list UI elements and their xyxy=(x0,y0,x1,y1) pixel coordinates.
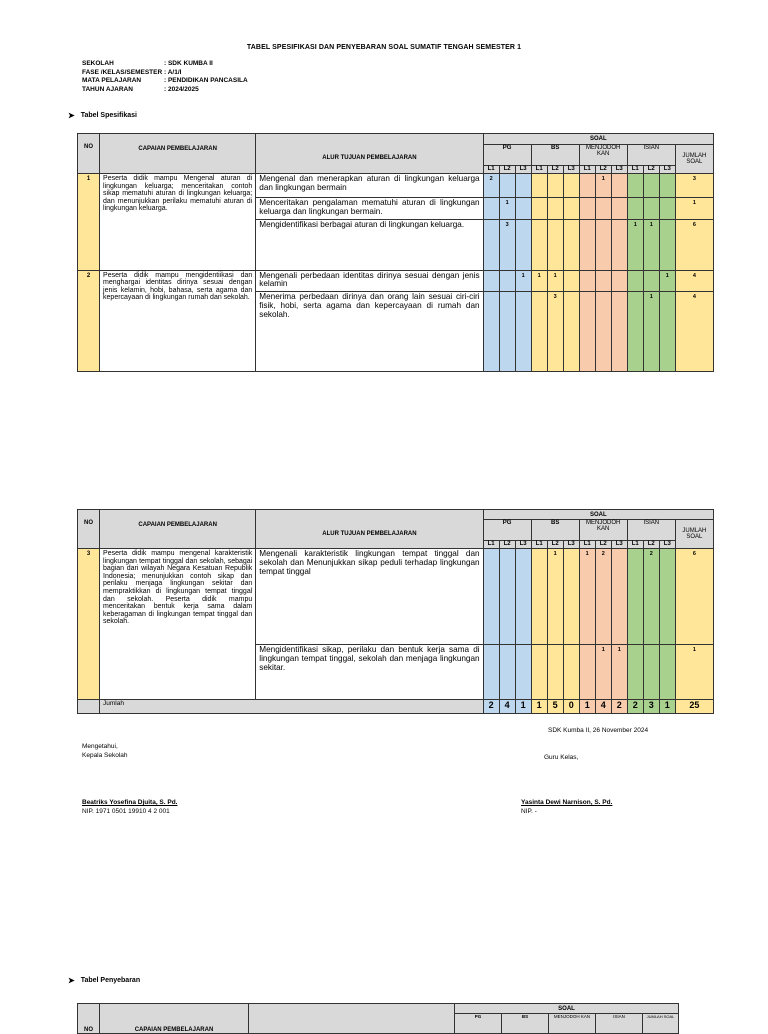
arrow-right-icon: ➤ xyxy=(68,976,75,985)
header-cp: CAPAIAN PEMBELAJARAN xyxy=(100,134,256,174)
count-cell xyxy=(515,198,531,220)
header-menjodohkan: MENJODOH KAN xyxy=(579,144,627,165)
header-isian: ISIAN xyxy=(627,520,675,541)
level-header-l1: L1 xyxy=(627,165,643,173)
place-date: SDK Kumba II, 26 November 2024 xyxy=(548,727,649,734)
header-soal: SOAL xyxy=(483,510,713,520)
table-row xyxy=(78,548,714,644)
meta-key: TAHUN AJARAN xyxy=(82,85,133,93)
count-cell: 1 xyxy=(515,270,531,292)
count-cell xyxy=(611,548,627,644)
count-cell xyxy=(515,548,531,644)
signature-left-name-block xyxy=(82,798,178,816)
header-cp: CAPAIAN PEMBELAJARAN xyxy=(100,510,256,549)
count-cell xyxy=(483,220,499,270)
count-cell xyxy=(499,173,515,197)
count-cell xyxy=(547,645,563,699)
count-cell xyxy=(531,548,547,644)
count-cell xyxy=(499,292,515,372)
jumlah-cell: 6 xyxy=(675,220,713,270)
count-cell xyxy=(515,645,531,699)
count-cell xyxy=(483,645,499,699)
header-soal: SOAL xyxy=(483,134,713,145)
header-soal: SOAL xyxy=(455,1004,679,1014)
count-cell xyxy=(515,173,531,197)
capaian-text: Peserta didik mampu Mengenal aturan di lingkungan keluarga; menceritakan contoh sikap mematuhi aturan di lingkungan keluarga; dan menunjukkan perilaku mematuhi aturan di lingkungan keluarga. xyxy=(100,173,256,270)
sign-left-line1: Mengetahui, xyxy=(82,743,118,750)
header-pg: PG xyxy=(483,520,531,541)
count-cell xyxy=(531,173,547,197)
count-cell xyxy=(659,198,675,220)
level-header-l3: L3 xyxy=(611,165,627,173)
header-cp: CAPAIAN PEMBELAJARAN xyxy=(100,1004,249,1034)
atp-text: Mengenali perbedaan identitas dirinya sesuai dengan jenis kelamin xyxy=(256,270,483,292)
total-label: Jumlah xyxy=(100,699,484,713)
total-no-cell xyxy=(78,699,100,713)
count-cell: 1 xyxy=(643,220,659,270)
count-cell xyxy=(547,173,563,197)
header-isian: ISIAN xyxy=(596,1014,643,1034)
meta-key: MATA PELAJARAN xyxy=(82,77,142,84)
header-no: NO xyxy=(78,510,100,549)
count-cell: 1 xyxy=(579,548,595,644)
count-cell xyxy=(531,198,547,220)
count-cell xyxy=(563,292,579,372)
count-cell xyxy=(579,292,595,372)
count-cell xyxy=(611,198,627,220)
total-cell: 1 xyxy=(659,699,675,713)
level-header-l3: L3 xyxy=(563,165,579,173)
count-cell xyxy=(643,173,659,197)
jumlah-cell: 1 xyxy=(675,198,713,220)
section-label: Tabel Spesifikasi xyxy=(80,112,137,119)
count-cell xyxy=(579,198,595,220)
signature-right-name-block xyxy=(521,798,612,816)
sign-right-line1: Guru Kelas, xyxy=(544,754,579,761)
level-header-l1: L1 xyxy=(483,165,499,173)
header-isian: ISIAN xyxy=(627,144,675,165)
capaian-text: Peserta didik mampu mengenal karakteristik lingkungan tempat tinggal dan sekolah, sebagai bagian dari wilayah Negara Kesatuan Republik Indonesia; menunjukkan contoh sikap dan perilaku menjaga lingkungan sekitar dan mempraktikkan di lingkungan tempat tinggal dan sekolah. Peserta didik mampu menceritakan bentuk kerja sama dalam keberagaman di lingkungan tempat tinggal dan sekolah. xyxy=(100,548,256,699)
header-bs: BS xyxy=(531,144,579,165)
count-cell: 2 xyxy=(595,548,611,644)
meta-value: : SDK KUMBA II xyxy=(164,60,213,67)
header-atp-blank xyxy=(249,1004,455,1034)
count-cell: 2 xyxy=(643,548,659,644)
header-atp: ALUR TUJUAN PEMBELAJARAN xyxy=(256,134,483,174)
count-cell xyxy=(659,173,675,197)
header-jumlah: JUMLAH SOAL xyxy=(675,144,713,173)
count-cell xyxy=(659,292,675,372)
level-header-l1: L1 xyxy=(483,540,499,548)
row-number: 3 xyxy=(78,548,100,699)
meta-value: : PENDIDIKAN PANCASILA xyxy=(164,77,248,84)
meta-key: FASE /KELAS/SEMESTER xyxy=(82,68,163,76)
count-cell xyxy=(627,645,643,699)
sign-left-name: Beatriks Yosefina Djuita, S. Pd. xyxy=(82,799,178,806)
count-cell xyxy=(595,292,611,372)
atp-text: Mengenal dan menerapkan aturan di lingkungan keluarga dan lingkungan bermain xyxy=(256,173,483,197)
level-header-l2: L2 xyxy=(499,165,515,173)
section-heading-spesifikasi xyxy=(68,111,137,120)
header-pg: PG xyxy=(455,1014,502,1034)
total-sum: 25 xyxy=(675,699,713,713)
jumlah-cell: 3 xyxy=(675,173,713,197)
sign-right-name: Yasinta Dewi Narnison, S. Pd. xyxy=(521,799,613,806)
level-header-l3: L3 xyxy=(563,540,579,548)
level-header-l3: L3 xyxy=(515,165,531,173)
count-cell xyxy=(531,220,547,270)
atp-text: Menerima perbedaan dirinya dan orang lain sesuai ciri-ciri fisik, hobi, serta agama dan kepercayaan di rumah dan sekolah. xyxy=(256,292,483,372)
count-cell xyxy=(499,270,515,292)
level-header-l3: L3 xyxy=(611,540,627,548)
spesifikasi-table-2 xyxy=(77,509,714,714)
count-cell: 1 xyxy=(547,270,563,292)
header-pg: PG xyxy=(483,144,531,165)
total-cell: 1 xyxy=(579,699,595,713)
count-cell xyxy=(659,645,675,699)
document-title: TABEL SPESIFIKASI DAN PENYEBARAN SOAL SUMATIF TENGAH SEMESTER 1 xyxy=(246,44,522,51)
count-cell: 1 xyxy=(547,548,563,644)
sign-right-nip: NIP. - xyxy=(521,808,537,815)
count-cell xyxy=(563,270,579,292)
count-cell xyxy=(547,198,563,220)
count-cell xyxy=(611,220,627,270)
count-cell xyxy=(531,292,547,372)
count-cell: 1 xyxy=(627,220,643,270)
total-cell: 1 xyxy=(531,699,547,713)
count-cell xyxy=(627,292,643,372)
count-cell: 1 xyxy=(659,270,675,292)
count-cell xyxy=(611,173,627,197)
count-cell: 3 xyxy=(499,220,515,270)
jumlah-cell: 6 xyxy=(675,548,713,644)
header-no: NO xyxy=(78,1004,100,1034)
count-cell: 3 xyxy=(547,292,563,372)
total-cell: 0 xyxy=(563,699,579,713)
header-jumlah: JUMLAH SOAL xyxy=(643,1014,679,1034)
count-cell xyxy=(627,198,643,220)
arrow-right-icon: ➤ xyxy=(68,111,75,120)
level-header-l3: L3 xyxy=(659,165,675,173)
atp-text: Mengenali karakteristik lingkungan tempat tinggal dan sekolah dan Menunjukkan sikap peduli terhadap lingkungan tempat tinggal xyxy=(256,548,483,644)
count-cell xyxy=(611,270,627,292)
level-header-l2: L2 xyxy=(595,165,611,173)
count-cell xyxy=(579,645,595,699)
meta-value: : 2024/2025 xyxy=(164,85,199,93)
count-cell: 1 xyxy=(595,645,611,699)
level-header-l2: L2 xyxy=(547,165,563,173)
count-cell xyxy=(579,270,595,292)
count-cell xyxy=(515,220,531,270)
total-cell: 4 xyxy=(595,699,611,713)
meta-key: SEKOLAH xyxy=(82,60,114,67)
table-row xyxy=(78,270,714,292)
sign-left-nip: NIP. 1971 0501 19910 4 2 001 xyxy=(82,808,170,815)
count-cell xyxy=(563,198,579,220)
count-cell: 1 xyxy=(611,645,627,699)
count-cell xyxy=(595,270,611,292)
count-cell: 1 xyxy=(643,292,659,372)
section-label: Tabel Penyebaran xyxy=(80,977,141,984)
jumlah-cell: 4 xyxy=(675,270,713,292)
count-cell xyxy=(579,173,595,197)
total-cell: 2 xyxy=(611,699,627,713)
count-cell: 2 xyxy=(483,173,499,197)
spesifikasi-table-1 xyxy=(77,133,714,372)
level-header-l2: L2 xyxy=(643,540,659,548)
count-cell xyxy=(563,645,579,699)
count-cell: 1 xyxy=(595,173,611,197)
row-number: 1 xyxy=(78,173,100,270)
header-jumlah: JUMLAH SOAL xyxy=(675,520,713,549)
count-cell xyxy=(659,220,675,270)
atp-text: Mengidentifikasi berbagai aturan di lingkungan keluarga. xyxy=(256,220,483,270)
penyebaran-table xyxy=(77,1003,679,1034)
level-header-l1: L1 xyxy=(531,165,547,173)
count-cell xyxy=(531,645,547,699)
count-cell xyxy=(643,645,659,699)
header-menjodohkan: MENJODOH KAN xyxy=(549,1014,596,1034)
count-cell xyxy=(627,270,643,292)
count-cell xyxy=(659,548,675,644)
sign-left-line2: Kepala Sekolah xyxy=(82,752,128,759)
count-cell xyxy=(483,292,499,372)
count-cell: 1 xyxy=(531,270,547,292)
count-cell xyxy=(595,220,611,270)
count-cell xyxy=(595,198,611,220)
count-cell xyxy=(643,198,659,220)
signature-left xyxy=(82,742,128,760)
jumlah-cell: 1 xyxy=(675,645,713,699)
count-cell xyxy=(515,292,531,372)
header-menjodohkan: MENJODOH KAN xyxy=(579,520,627,541)
count-cell xyxy=(499,548,515,644)
level-header-l1: L1 xyxy=(531,540,547,548)
level-header-l2: L2 xyxy=(499,540,515,548)
meta-value: : A/1/I xyxy=(164,68,182,76)
count-cell xyxy=(611,292,627,372)
count-cell xyxy=(643,270,659,292)
level-header-l1: L1 xyxy=(579,165,595,173)
count-cell xyxy=(483,548,499,644)
total-cell: 5 xyxy=(547,699,563,713)
section-heading-penyebaran xyxy=(68,976,140,985)
row-number: 2 xyxy=(78,270,100,371)
total-row xyxy=(78,699,714,713)
level-header-l2: L2 xyxy=(595,540,611,548)
atp-text: Menceritakan pengalaman mematuhi aturan di lingkungan keluarga dan lingkungan bermain. xyxy=(256,198,483,220)
count-cell xyxy=(627,548,643,644)
count-cell xyxy=(563,220,579,270)
count-cell xyxy=(563,173,579,197)
level-header-l1: L1 xyxy=(627,540,643,548)
count-cell xyxy=(579,220,595,270)
level-header-l2: L2 xyxy=(547,540,563,548)
header-atp: ALUR TUJUAN PEMBELAJARAN xyxy=(256,510,483,549)
total-cell: 4 xyxy=(499,699,515,713)
count-cell xyxy=(483,198,499,220)
capaian-text: Peserta didik mampu mengidentiikasi dan menghargai identitas dirinya sesuai dengan jenis kelamin, hobi, bahasa, serta agama dan kepercayaan di lingkungan rumah dan sekolah. xyxy=(100,270,256,371)
header-bs: BS xyxy=(531,520,579,541)
count-cell xyxy=(483,270,499,292)
level-header-l2: L2 xyxy=(643,165,659,173)
document-meta xyxy=(82,60,248,94)
atp-text: Mengidentifikasi sikap, perilaku dan bentuk kerja sama di lingkungan tempat tinggal, sekolah dan menjaga lingkungan sekitar. xyxy=(256,645,483,699)
table-row xyxy=(78,173,714,197)
level-header-l3: L3 xyxy=(515,540,531,548)
count-cell: 1 xyxy=(499,198,515,220)
count-cell xyxy=(499,645,515,699)
total-cell: 2 xyxy=(627,699,643,713)
count-cell xyxy=(627,173,643,197)
level-header-l1: L1 xyxy=(579,540,595,548)
header-bs: BS xyxy=(502,1014,549,1034)
level-header-l3: L3 xyxy=(659,540,675,548)
header-no: NO xyxy=(78,134,100,174)
count-cell xyxy=(563,548,579,644)
count-cell xyxy=(547,220,563,270)
jumlah-cell: 4 xyxy=(675,292,713,372)
total-cell: 1 xyxy=(515,699,531,713)
total-cell: 3 xyxy=(643,699,659,713)
total-cell: 2 xyxy=(483,699,499,713)
